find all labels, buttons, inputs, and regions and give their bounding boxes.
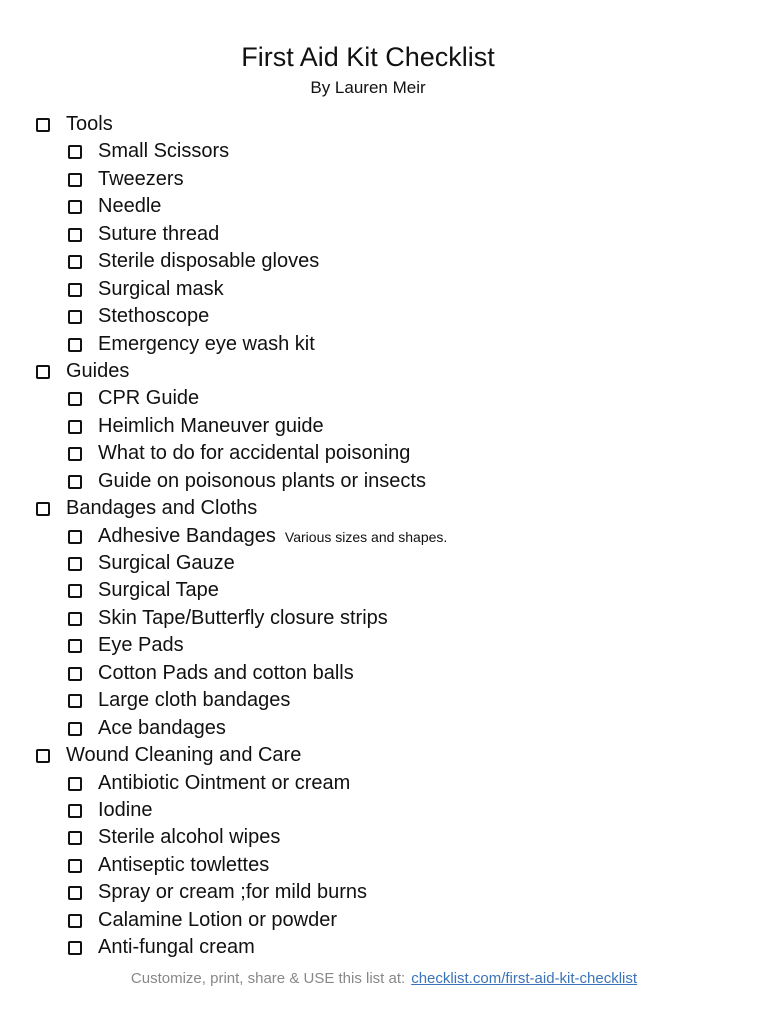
label-text: Guide on poisonous plants or insects xyxy=(98,469,426,492)
item-label xyxy=(98,550,235,577)
checkbox[interactable] xyxy=(68,283,82,297)
item-label xyxy=(98,440,410,467)
checklist-item xyxy=(0,166,768,193)
checklist-item xyxy=(0,303,768,330)
item-label xyxy=(98,577,219,604)
checkbox[interactable] xyxy=(68,173,82,187)
label-text: Heimlich Maneuver guide xyxy=(98,414,324,437)
checkbox[interactable] xyxy=(68,667,82,681)
label-text: Adhesive Bandages xyxy=(98,524,276,547)
label-text: Cotton Pads and cotton balls xyxy=(98,661,354,684)
label-text: Antibiotic Ointment or cream xyxy=(98,771,351,794)
item-label xyxy=(98,715,226,742)
label-text: Surgical Tape xyxy=(98,579,219,602)
checklist-item xyxy=(0,632,768,659)
checkbox[interactable] xyxy=(68,777,82,791)
item-label xyxy=(98,385,199,412)
label-text: Guides xyxy=(66,359,130,382)
label-text: Large cloth bandages xyxy=(98,689,291,712)
checkbox[interactable] xyxy=(68,310,82,324)
checklist-item xyxy=(0,385,768,412)
item-label xyxy=(98,248,319,275)
item-note: Various sizes and shapes. xyxy=(284,528,448,545)
checkbox[interactable] xyxy=(68,914,82,928)
checklist-section xyxy=(0,742,768,769)
section-label xyxy=(66,358,129,385)
item-label xyxy=(98,303,209,330)
label-text: Surgical mask xyxy=(98,277,224,300)
footer-text: Customize, print, share & USE this list at: xyxy=(130,970,406,987)
item-label xyxy=(98,907,337,934)
checklist-item xyxy=(0,660,768,687)
checkbox[interactable] xyxy=(68,338,82,352)
checklist xyxy=(0,111,768,962)
item-label xyxy=(98,221,219,248)
label-text: Iodine xyxy=(98,798,153,821)
item-label xyxy=(98,852,269,879)
checklist-item xyxy=(0,193,768,220)
checkbox[interactable] xyxy=(68,612,82,626)
checklist-item xyxy=(0,934,768,961)
checkbox[interactable] xyxy=(68,694,82,708)
item-label xyxy=(98,166,184,193)
label-text: Wound Cleaning and Care xyxy=(66,744,302,767)
section-label xyxy=(66,111,113,138)
checklist-section xyxy=(0,358,768,385)
checkbox[interactable] xyxy=(36,502,50,516)
checkbox[interactable] xyxy=(36,365,50,379)
label-text: Emergency eye wash kit xyxy=(98,332,315,355)
label-text: Tweezers xyxy=(98,167,184,190)
checkbox[interactable] xyxy=(68,831,82,845)
checkbox[interactable] xyxy=(68,447,82,461)
item-label xyxy=(98,632,184,659)
page-byline: By Lauren Meir xyxy=(310,78,426,97)
checklist-section xyxy=(0,111,768,138)
section-label xyxy=(66,495,257,522)
checkbox[interactable] xyxy=(68,392,82,406)
checkbox[interactable] xyxy=(68,639,82,653)
checklist-item xyxy=(0,577,768,604)
label-text: Anti-fungal cream xyxy=(98,936,255,959)
checklist-item xyxy=(0,550,768,577)
checklist-section xyxy=(0,495,768,522)
checklist-item xyxy=(0,907,768,934)
checklist-item xyxy=(0,523,768,550)
label-text: Needle xyxy=(98,195,162,218)
checklist-item xyxy=(0,248,768,275)
label-text: Eye Pads xyxy=(98,634,184,657)
label-text: Surgical Gauze xyxy=(98,552,235,574)
checkbox[interactable] xyxy=(68,200,82,214)
item-label xyxy=(98,824,280,851)
checklist-item xyxy=(0,605,768,632)
footer-link[interactable]: checklist.com/first-aid-kit-checklist xyxy=(411,970,638,987)
checkbox[interactable] xyxy=(36,749,50,763)
label-text: Ace bandages xyxy=(98,716,226,739)
checklist-item xyxy=(0,468,768,495)
label-text: Small Scissors xyxy=(98,140,230,163)
checkbox[interactable] xyxy=(68,530,82,544)
item-label xyxy=(98,331,315,358)
item-label xyxy=(98,523,447,551)
checkbox[interactable] xyxy=(68,804,82,818)
item-label xyxy=(98,687,290,714)
checkbox[interactable] xyxy=(68,859,82,873)
item-label xyxy=(98,770,350,797)
checklist-item xyxy=(0,440,768,467)
page-title: First Aid Kit Checklist xyxy=(241,42,495,72)
label-text: Sterile disposable gloves xyxy=(98,250,320,273)
item-label xyxy=(98,879,367,906)
checklist-item xyxy=(0,879,768,906)
label-text: Antiseptic towlettes xyxy=(98,853,270,876)
footer xyxy=(0,968,768,990)
item-label xyxy=(98,797,153,824)
item-label xyxy=(98,413,324,440)
item-label xyxy=(98,276,224,303)
label-text: Stethoscope xyxy=(98,305,210,328)
item-label xyxy=(98,138,229,165)
checkbox[interactable] xyxy=(68,584,82,598)
checklist-item xyxy=(0,138,768,165)
checkbox[interactable] xyxy=(36,118,50,132)
checklist-item xyxy=(0,770,768,797)
checkbox[interactable] xyxy=(68,255,82,269)
checklist-item xyxy=(0,413,768,440)
checklist-item xyxy=(0,824,768,851)
label-text: What to do for accidental poisoning xyxy=(98,442,411,465)
checklist-item xyxy=(0,687,768,714)
checkbox[interactable] xyxy=(68,420,82,434)
label-text: Tools xyxy=(66,113,113,135)
checklist-item xyxy=(0,715,768,742)
label-text: Sterile alcohol wipes xyxy=(98,826,281,849)
checkbox[interactable] xyxy=(68,722,82,736)
item-label xyxy=(98,934,255,961)
label-text: Suture thread xyxy=(98,222,220,245)
item-label xyxy=(98,660,354,687)
item-label xyxy=(98,468,426,495)
label-text: Calamine Lotion or powder xyxy=(98,908,338,931)
section-label xyxy=(66,742,301,769)
checkbox[interactable] xyxy=(68,228,82,242)
item-label xyxy=(98,605,388,632)
checklist-item xyxy=(0,331,768,358)
checklist-item xyxy=(0,276,768,303)
label-text: Skin Tape/Butterfly closure strips xyxy=(98,606,388,629)
label-text: Spray or cream ;for mild burns xyxy=(98,881,367,904)
checkbox[interactable] xyxy=(68,941,82,955)
checkbox[interactable] xyxy=(68,886,82,900)
label-text: Bandages and Cloths xyxy=(66,497,258,520)
label-text: CPR Guide xyxy=(98,387,200,410)
checklist-item xyxy=(0,797,768,824)
checklist-item xyxy=(0,852,768,879)
item-label xyxy=(98,193,161,220)
checkbox[interactable] xyxy=(68,475,82,489)
checklist-item xyxy=(0,221,768,248)
checkbox[interactable] xyxy=(68,145,82,159)
checkbox[interactable] xyxy=(68,557,82,571)
